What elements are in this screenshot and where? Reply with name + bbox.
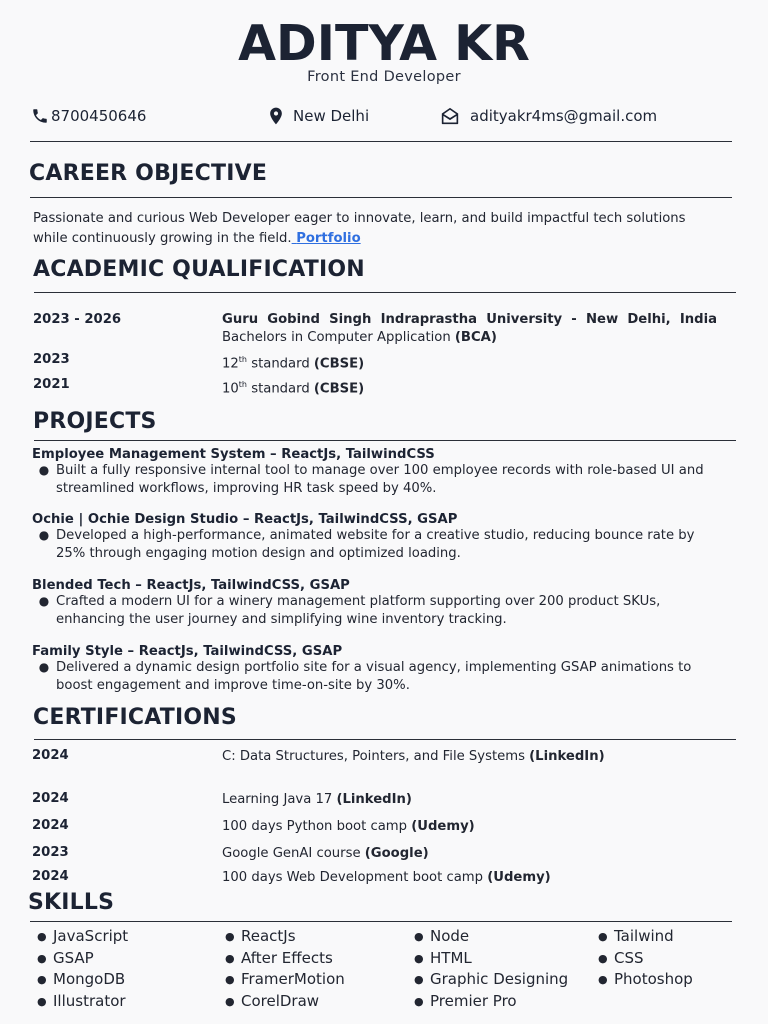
section-heading-skills: SKILLS <box>28 890 115 915</box>
header-divider <box>30 141 732 142</box>
skill-item: ● FramerMotion <box>219 969 345 991</box>
degree-abbr: (BCA) <box>454 330 497 345</box>
career-divider <box>30 197 732 198</box>
skill-item: ● Photoshop <box>592 969 693 991</box>
board-name: (CBSE) <box>313 356 365 372</box>
skill-item: ● MongoDB <box>31 969 128 991</box>
location-text: New Delhi <box>293 107 370 125</box>
cert-entry <box>222 818 475 836</box>
skill-item: ● Graphic Designing <box>408 969 568 991</box>
cert-issuer: (LinkedIn) <box>529 749 605 764</box>
skill-label: ReactJs <box>241 927 296 945</box>
board-name: (CBSE) <box>313 381 365 397</box>
university-name: Guru Gobind Singh Indraprastha University - New Delhi, India <box>222 312 717 327</box>
portfolio-link-label[interactable]: Portfolio <box>296 230 361 246</box>
skill-label: Graphic Designing <box>430 970 569 988</box>
degree-name: Bachelors in Computer Application <box>222 330 455 345</box>
project-description-line: Delivered a dynamic design portfolio site for a visual agency, implementing GSAP animations to <box>56 660 692 675</box>
skill-item: ● Illustrator <box>31 991 128 1013</box>
cert-issuer: (LinkedIn) <box>336 792 412 807</box>
candidate-name: ADITYA KR <box>238 15 530 72</box>
career-objective-line2: while continuously growing in the field. <box>33 230 292 246</box>
phone-number[interactable]: 8700450646 <box>51 107 147 125</box>
career-objective-text <box>33 209 733 248</box>
grade-suffix: th <box>238 355 247 364</box>
bullet: ● <box>38 660 50 674</box>
project-description-line: Built a fully responsive internal tool to manage over 100 employee records with role-based UI and <box>56 463 704 478</box>
section-heading-certifications: CERTIFICATIONS <box>33 705 237 730</box>
job-title: Front End Developer <box>307 69 461 85</box>
skill-label: FramerMotion <box>241 970 345 988</box>
portfolio-link[interactable] <box>292 231 361 246</box>
skill-item: ● GSAP <box>31 948 128 970</box>
grade-number: 12 <box>222 356 239 372</box>
cert-entry <box>222 748 605 766</box>
skill-label: JavaScript <box>53 927 129 945</box>
skill-label: GSAP <box>53 948 94 967</box>
cert-year: 2023 <box>32 845 69 860</box>
project-description-line: 25% through engaging motion design and optimized loading. <box>56 545 461 561</box>
project-title: Family Style – ReactJs, TailwindCSS, GSAP <box>32 644 343 659</box>
project-title: Ochie | Ochie Design Studio – ReactJs, TailwindCSS, GSAP <box>32 512 458 527</box>
project-item <box>32 447 737 497</box>
skill-label: Illustrator <box>53 991 126 1010</box>
skills-column <box>408 926 568 1012</box>
skill-label: Premier Pro <box>430 991 517 1010</box>
cert-year: 2024 <box>32 869 69 884</box>
academic-divider <box>34 292 736 293</box>
section-heading-academic: ACADEMIC QUALIFICATION <box>33 257 365 282</box>
cert-name: 100 days Web Development boot camp <box>222 870 488 885</box>
contact-location <box>266 105 369 127</box>
location-pin-icon <box>266 104 286 128</box>
bullet: ● <box>38 594 50 608</box>
section-heading-projects: PROJECTS <box>33 409 157 434</box>
academic-year: 2023 <box>33 352 70 367</box>
skills-column <box>219 926 345 1012</box>
bullet: ● <box>38 463 50 477</box>
cert-year: 2024 <box>32 818 69 833</box>
certifications-divider <box>34 739 736 740</box>
project-title: Employee Management System – ReactJs, TailwindCSS <box>32 447 435 462</box>
envelope-icon <box>440 107 460 125</box>
cert-year: 2024 <box>32 748 69 763</box>
skill-label: Node <box>430 927 470 945</box>
skill-label: Tailwind <box>614 927 674 945</box>
bullet: ● <box>38 528 50 542</box>
cert-year: 2024 <box>32 791 69 806</box>
project-description-line: boost engagement and improve time-on-site by 30%. <box>56 677 410 693</box>
project-description-line: streamlined workflows, improving HR task speed by 40%. <box>56 480 437 496</box>
skill-item: ● Tailwind <box>592 926 693 948</box>
cert-entry <box>222 869 551 887</box>
cert-name: Google GenAI course <box>222 846 365 861</box>
phone-icon <box>31 106 49 126</box>
contact-phone <box>31 105 146 127</box>
skill-label: After Effects <box>241 948 333 967</box>
skill-label: HTML <box>430 948 472 967</box>
grade-text: standard <box>247 381 314 397</box>
cert-name: Learning Java 17 <box>222 792 337 807</box>
skills-column <box>31 926 128 1012</box>
cert-name: C: Data Structures, Pointers, and File Systems <box>222 749 530 764</box>
academic-entry <box>222 311 717 347</box>
skill-item: ● HTML <box>408 948 568 970</box>
skills-column <box>592 926 693 991</box>
skill-item: ● CSS <box>592 948 693 970</box>
project-title: Blended Tech – ReactJs, TailwindCSS, GSAP <box>32 578 350 593</box>
email-address[interactable]: adityakr4ms@gmail.com <box>470 107 658 125</box>
contact-email <box>440 105 657 127</box>
skill-item: ● Premier Pro <box>408 991 568 1013</box>
skill-item: ● CorelDraw <box>219 991 345 1013</box>
project-item <box>32 644 737 694</box>
projects-divider <box>34 440 736 441</box>
career-objective-line1: Passionate and curious Web Developer eager to innovate, learn, and build impactful tech solutions <box>33 211 686 226</box>
skill-item: ● ReactJs <box>219 926 345 948</box>
skill-label: CSS <box>614 948 644 967</box>
grade-text: standard <box>247 356 314 372</box>
project-description-line: enhancing the user journey and simplifying wine inventory tracking. <box>56 611 507 627</box>
project-description-line: Crafted a modern UI for a winery management platform supporting over 200 product SKUs, <box>56 594 661 609</box>
academic-year: 2023 - 2026 <box>33 312 122 327</box>
skill-label: Photoshop <box>614 970 693 988</box>
skills-divider <box>30 921 732 922</box>
project-description <box>32 462 737 497</box>
project-description <box>32 593 737 628</box>
grade-suffix: th <box>238 380 247 389</box>
grade-number: 10 <box>222 381 239 397</box>
cert-issuer: (Udemy) <box>487 870 551 885</box>
cert-entry <box>222 845 429 863</box>
project-description <box>32 527 737 562</box>
project-description-line: Developed a high-performance, animated website for a creative studio, reducing bounce rate by <box>56 528 695 543</box>
academic-entry <box>222 351 364 373</box>
degree-line <box>222 329 717 347</box>
skill-item: ● After Effects <box>219 948 345 970</box>
academic-year: 2021 <box>33 377 70 392</box>
academic-entry <box>222 376 364 398</box>
cert-name: 100 days Python boot camp <box>222 819 412 834</box>
career-objective-line2-wrap <box>33 229 733 249</box>
cert-entry <box>222 791 412 809</box>
project-item <box>32 512 737 562</box>
skill-label: MongoDB <box>53 970 126 988</box>
project-description <box>32 659 737 694</box>
skill-item: ● JavaScript <box>31 926 128 948</box>
skill-label: CorelDraw <box>241 991 320 1010</box>
project-item <box>32 578 737 628</box>
cert-issuer: (Google) <box>364 846 429 861</box>
skill-item: ● Node <box>408 926 568 948</box>
section-heading-career-objective: CAREER OBJECTIVE <box>29 161 268 186</box>
cert-issuer: (Udemy) <box>411 819 475 834</box>
